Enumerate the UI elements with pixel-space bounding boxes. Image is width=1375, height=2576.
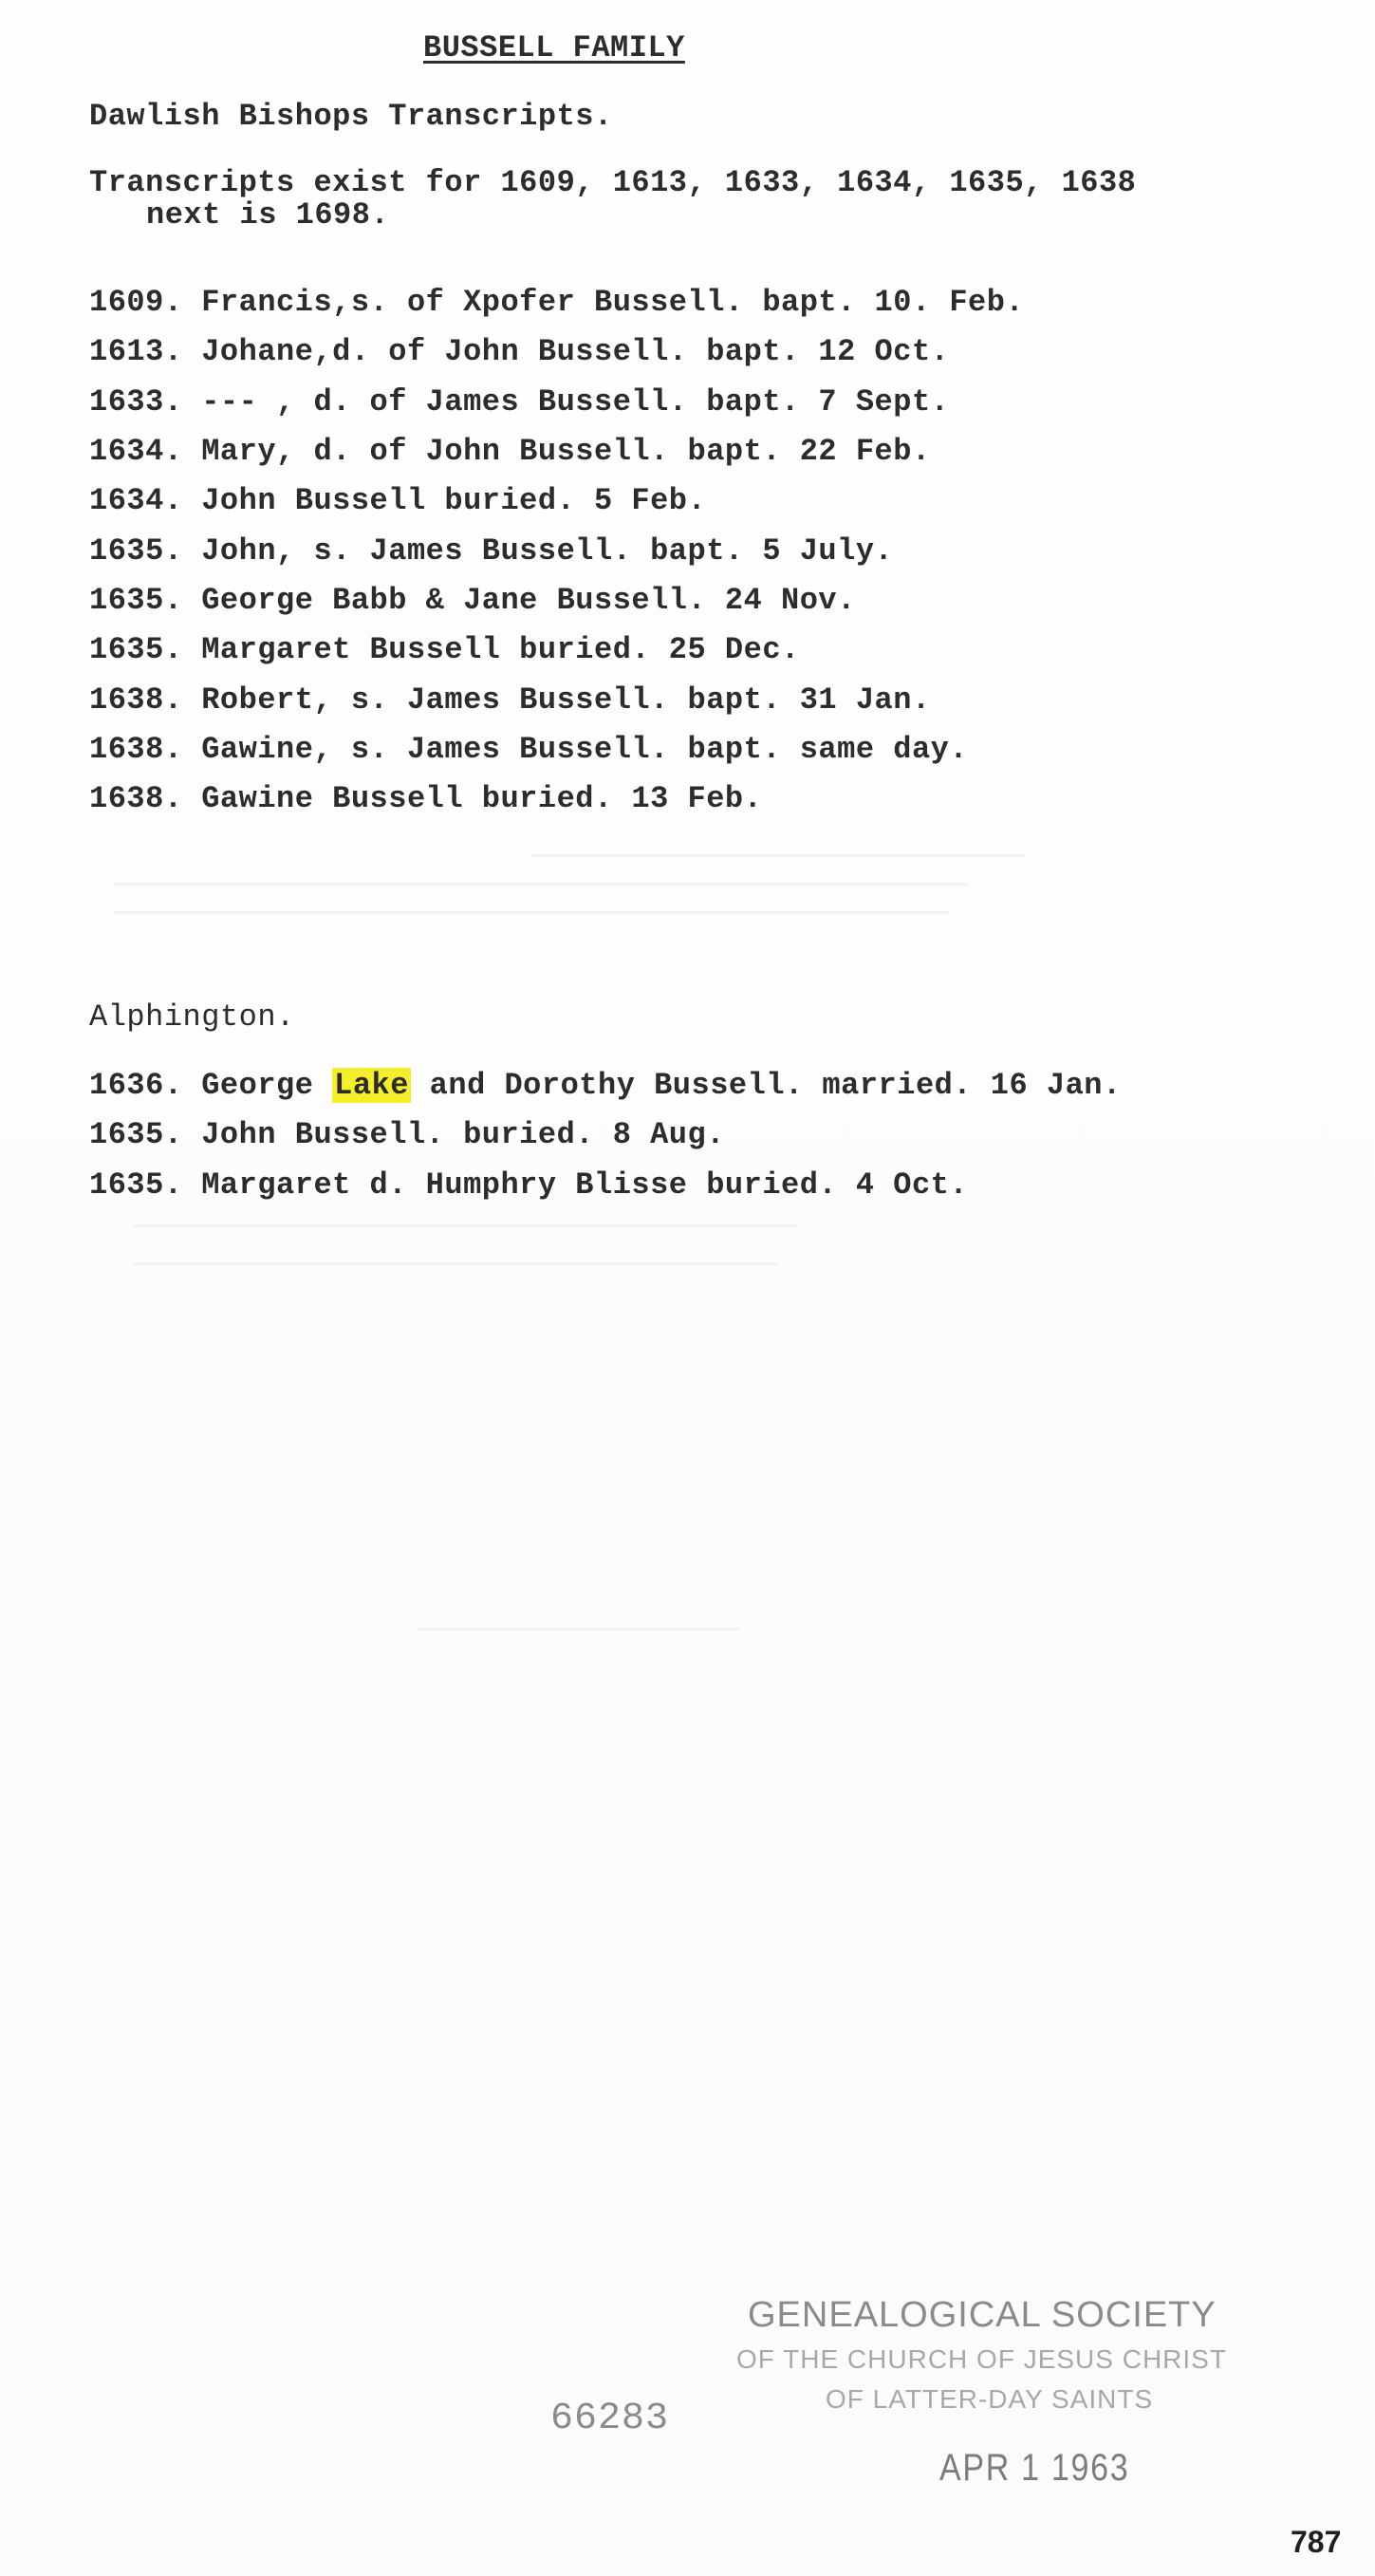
dawlish-entry: 1613. Johane,d. of John Bussell. bapt. 12 Oct.	[89, 334, 950, 369]
society-stamp-line-3: OF LATTER-DAY SAINTS	[826, 2384, 1154, 2414]
dawlish-entry: 1638. Robert, s. James Bussell. bapt. 31 Jan.	[89, 682, 931, 718]
alphington-entry: 1635. Margaret d. Humphry Blisse buried. 4 Oct.	[89, 1167, 969, 1203]
alphington-entry: 1635. John Bussell. buried. 8 Aug.	[89, 1117, 725, 1152]
bleed-through-mark	[114, 883, 968, 886]
dawlish-entry: 1634. Mary, d. of John Bussell. bapt. 22 Feb.	[89, 434, 931, 469]
transcripts-note-line-1: Transcripts exist for 1609, 1613, 1633, 1634, 1635, 1638	[89, 165, 1137, 200]
dawlish-entry: 1633. --- , d. of James Bussell. bapt. 7 Sept.	[89, 384, 950, 420]
alphington-entry-text: 1636. George	[89, 1068, 333, 1103]
bleed-through-mark	[418, 1628, 740, 1631]
bleed-through-mark	[133, 1224, 797, 1227]
bleed-through-mark	[114, 911, 949, 914]
transcripts-note-line-2: next is 1698.	[146, 197, 390, 233]
society-stamp-line-2: OF THE CHURCH OF JESUS CHRIST	[736, 2344, 1227, 2374]
dawlish-entry: 1635. Margaret Bussell buried. 25 Dec.	[89, 632, 800, 667]
bleed-through-mark	[133, 1262, 778, 1265]
page-number: 787	[1291, 2525, 1342, 2559]
date-stamp: APR 1 1963	[939, 2447, 1130, 2489]
dawlish-entry: 1634. John Bussell buried. 5 Feb.	[89, 483, 707, 518]
section-heading-alphington: Alphington.	[89, 999, 295, 1035]
dawlish-entry: 1638. Gawine Bussell buried. 13 Feb.	[89, 781, 763, 816]
page-title: BUSSELL FAMILY	[423, 30, 685, 65]
highlighted-surname: Lake	[334, 1068, 409, 1103]
society-stamp-line-1: GENEALOGICAL SOCIETY	[748, 2295, 1217, 2335]
dawlish-entry: 1638. Gawine, s. James Bussell. bapt. same day.	[89, 732, 969, 767]
reference-number: 66283	[550, 2398, 670, 2440]
dawlish-entry: 1635. John, s. James Bussell. bapt. 5 July.	[89, 533, 894, 569]
alphington-entry	[89, 1068, 1122, 1103]
bleed-through-mark	[531, 854, 1025, 857]
section-heading-dawlish: Dawlish Bishops Transcripts.	[89, 99, 613, 134]
alphington-entry-text: and Dorothy Bussell. married. 16 Jan.	[410, 1068, 1122, 1103]
dawlish-entry: 1609. Francis,s. of Xpofer Bussell. bapt. 10. Feb.	[89, 285, 1025, 320]
dawlish-entry: 1635. George Babb & Jane Bussell. 24 Nov.	[89, 583, 856, 618]
